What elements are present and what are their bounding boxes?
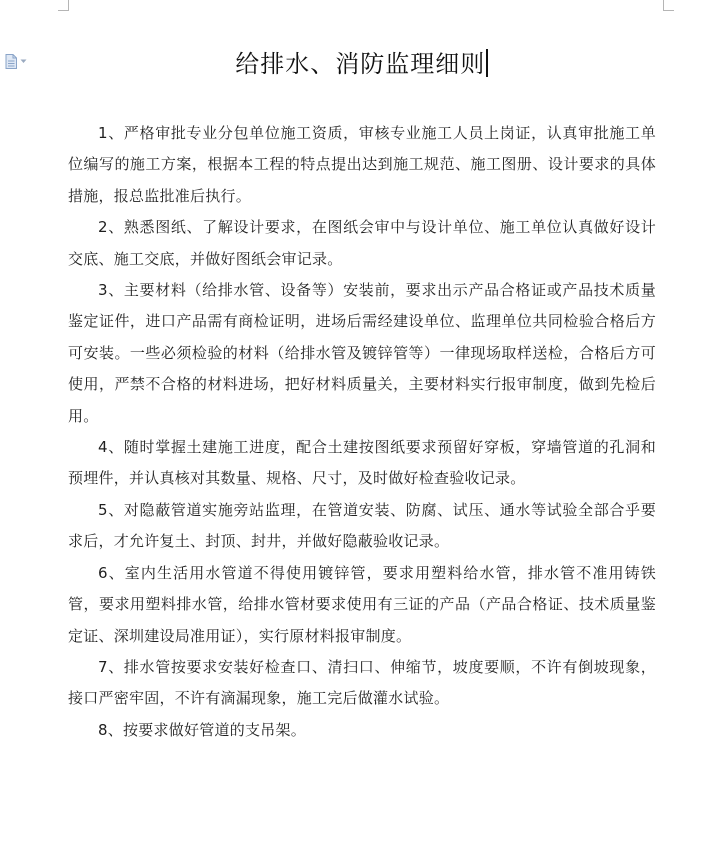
- document-title: 给排水、消防监理细则: [235, 50, 486, 78]
- paragraph-4: 4、随时掌握土建施工进度，配合土建按图纸要求预留好穿板，穿墙管道的孔洞和预埋件，并认真核对其数量、规格、尺寸，及时做好检查验收记录。: [68, 438, 656, 488]
- paragraph-3: 3、主要材料（给排水管、设备等）安装前，要求出示产品合格证或产品技术质量鉴定证件，进口产品需有商检证明，进场后需经建设单位、监理单位共同检验合格后方可安装。一些必须检验的材料（给排水管及镀锌管等）一律现场取样送检，合格后方可使用，严禁不合格的材料进场，把好材料质量关，主要材料实行报审制度，做到先检后用。: [68, 281, 656, 425]
- paragraph-5: 5、对隐蔽管道实施旁站监理，在管道安装、防腐、试压、通水等试验全部合乎要求后，才允许复土、封顶、封井，并做好隐蔽验收记录。: [68, 500, 656, 551]
- text-cursor: [486, 49, 488, 77]
- document-title-line[interactable]: [0, 44, 723, 84]
- margin-corner-mark-right: [663, 0, 674, 11]
- paragraph-1: 1、严格审批专业分包单位施工资质，审核专业施工人员上岗证，认真审批施工单位编写的施工方案，根据本工程的特点提出达到施工规范、施工图册、设计要求的具体措施，报总监批准后执行。: [68, 124, 656, 205]
- paragraph-8: 8、按要求做好管道的支吊架。: [98, 720, 307, 739]
- document-body[interactable]: [68, 118, 656, 746]
- paragraph-6: 6、室内生活用水管道不得使用镀锌管，要求用塑料给水管，排水管不准用铸铁管，要求用塑料排水管，给排水管材要求使用有三证的产品（产品合格证、技术质量鉴定证、深圳建设局准用证），实行原材料报审制度。: [68, 563, 656, 645]
- margin-corner-mark-left: [58, 0, 69, 11]
- paragraph-2: 2、熟悉图纸、了解设计要求，在图纸会审中与设计单位、施工单位认真做好设计交底、施工交底，并做好图纸会审记录。: [68, 218, 656, 268]
- paragraph-7: 7、排水管按要求安装好检查口、清扫口、伸缩节，坡度要顺，不许有倒坡现象，接口严密牢固，不许有滴漏现象，施工完后做灌水试验。: [68, 657, 656, 708]
